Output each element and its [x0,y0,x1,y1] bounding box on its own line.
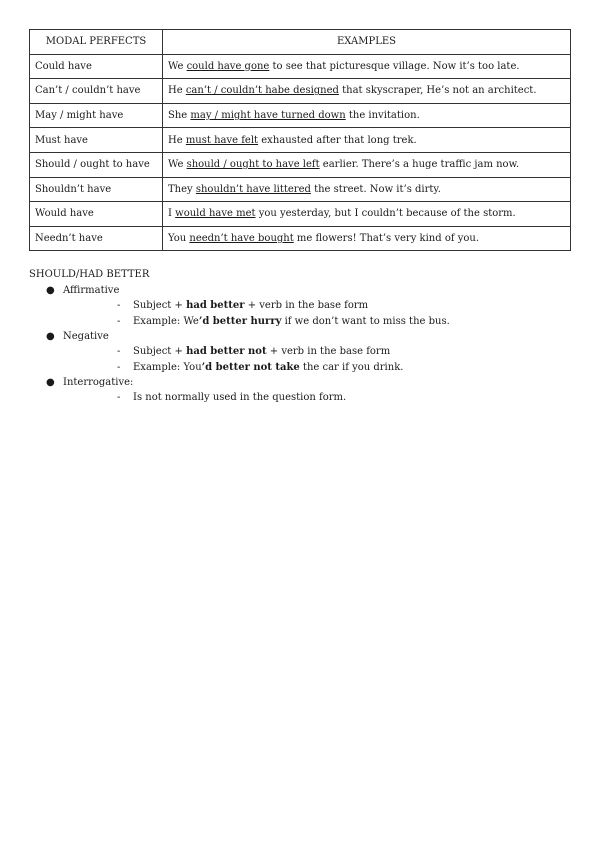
dash-icon: - [117,346,121,357]
example-post: to see that picturesque village. Now it’s too late. [269,60,520,72]
example-cell [163,54,571,79]
example-underlined: shouldn’t have littered [195,183,311,195]
modal-cell: Must have [30,128,163,153]
modal-cell: Could have [30,54,163,79]
example-bold: ’d better not take [201,361,300,373]
example-post: the car if you drink. [299,361,404,373]
grammar-list [29,283,549,406]
rule-pre: Subject + [133,300,187,311]
negative-sublist [63,344,549,375]
affirmative-sublist [63,298,549,329]
rule-post: + verb in the base form [266,346,391,357]
example-post: the street. Now it’s dirty. [310,183,441,195]
list-item [63,344,549,360]
interrogative-note: Is not normally used in the question form. [133,392,347,403]
example-cell [163,79,571,104]
modal-cell: Would have [30,202,163,227]
example-cell [163,177,571,202]
example-underlined: must have felt [185,134,259,146]
table-row [30,79,571,104]
example-post: earlier. There’s a huge traffic jam now. [319,159,520,171]
example-cell [163,202,571,227]
example-post: if we don’t want to miss the bus. [281,315,450,327]
example-cell [163,128,571,153]
example-underlined: needn’t have bought [189,233,294,245]
list-item-interrogative [29,375,549,406]
bullet-icon: ● [46,331,55,342]
example-post: me flowers! That’s very kind of you. [293,233,480,245]
list-item-affirmative [29,283,549,329]
example-pre: They [168,183,196,195]
example-underlined: may / might have turned down [190,110,346,122]
table-row [30,54,571,79]
table-row [30,152,571,177]
example-pre: You [168,233,190,245]
table-row [30,226,571,251]
example-post: you yesterday, but I couldn’t because of the storm. [255,208,516,220]
section-title: SHOULD/HAD BETTER [29,269,150,280]
table-row [30,128,571,153]
example-pre: He [168,134,186,146]
example-pre: Example: We [133,315,199,327]
example-cell [163,103,571,128]
rule-bold: had better [186,300,245,311]
modal-cell: Shouldn’t have [30,177,163,202]
example-post: that skyscraper, He’s not an architect. [338,85,537,97]
example-post: exhausted after that long trek. [258,134,417,146]
dash-icon: - [117,392,121,403]
dash-icon: - [117,315,121,327]
list-item-negative [29,329,549,375]
modal-cell: Needn’t have [30,226,163,251]
example-pre: Example: You [133,361,202,373]
affirmative-label: Affirmative [63,285,120,296]
example-pre: She [168,110,191,122]
rule-bold: had better not [186,346,267,357]
example-bold: ’d better hurry [198,315,282,327]
table-row [30,177,571,202]
header-modal-perfects: MODAL PERFECTS [30,30,163,55]
bullet-icon: ● [46,377,55,388]
table-row [30,202,571,227]
bullet-icon: ● [46,285,55,296]
modal-cell: Can’t / couldn’t have [30,79,163,104]
example-post: the invitation. [345,110,420,122]
table-header-row [30,30,571,55]
interrogative-label: Interrogative: [63,377,134,388]
example-underlined: could have gone [186,60,270,72]
example-pre: I [168,208,176,220]
list-item [63,298,549,314]
modal-cell: Should / ought to have [30,152,163,177]
example-cell [163,152,571,177]
list-item [63,390,549,406]
example-cell [163,226,571,251]
example-pre: He [168,85,186,97]
example-underlined: can’t / couldn’t habe designed [185,85,339,97]
modal-cell: May / might have [30,103,163,128]
header-examples: EXAMPLES [163,30,571,55]
rule-pre: Subject + [133,346,187,357]
example-underlined: should / ought to have left [186,159,320,171]
modal-perfects-table [29,29,571,251]
dash-icon: - [117,300,121,311]
list-item [63,314,549,330]
example-underlined: would have met [175,208,256,220]
example-pre: We [168,60,187,72]
interrogative-sublist [63,390,549,406]
dash-icon: - [117,361,121,373]
list-item [63,360,549,376]
table-row [30,103,571,128]
example-pre: We [168,159,187,171]
negative-label: Negative [63,331,109,342]
rule-post: + verb in the base form [244,300,369,311]
